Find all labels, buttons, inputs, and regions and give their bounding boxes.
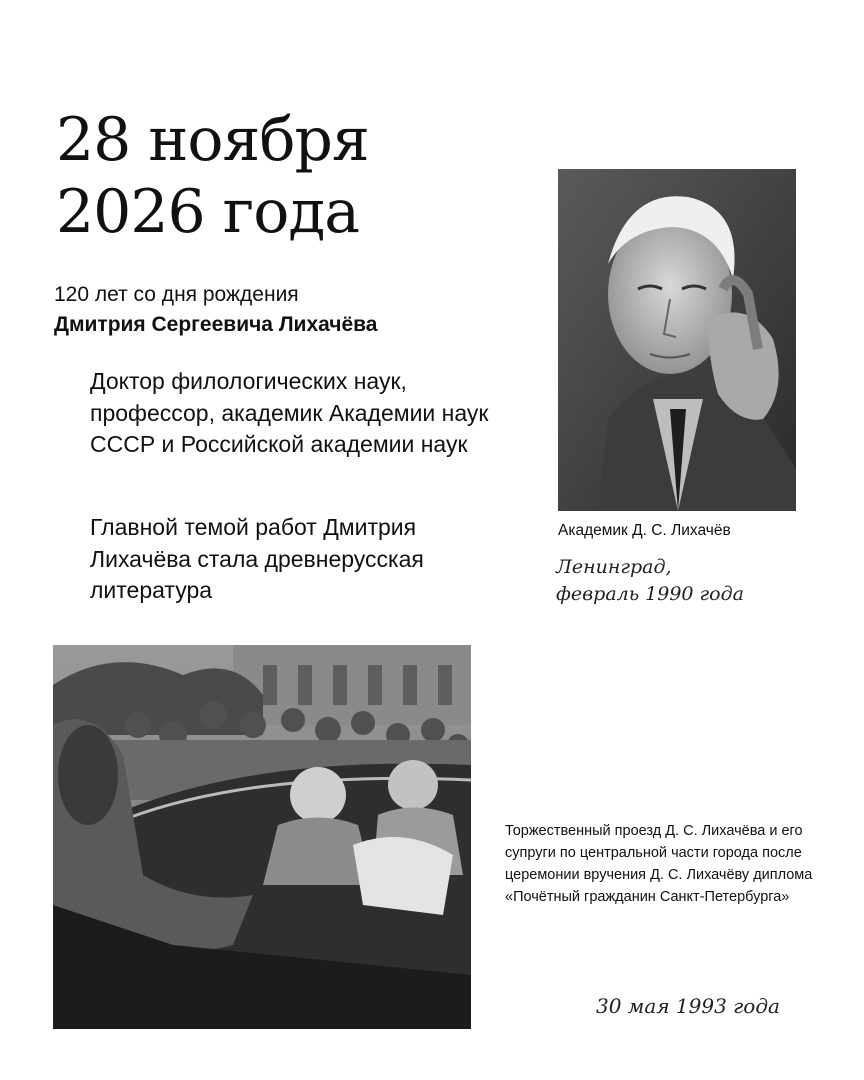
date-year: 2026 года — [56, 177, 360, 247]
procession-caption: Торжественный проезд Д. С. Лихачёва и его супруги по центральной части города после церемонии вручения Д. С. Лихачёву диплома «Почётный гражданин Санкт-Петербурга» — [505, 823, 813, 905]
portrait-signature-date: февраль 1990 года — [556, 583, 744, 605]
anniversary-lead: 120 лет со дня рождения — [54, 283, 299, 306]
academic-titles: Доктор филологических наук, профессор, академик Академии наук СССР и Российской академии наук — [90, 368, 489, 457]
procession-signature: 30 мая 1993 года — [596, 994, 780, 1018]
date-day-month: 28 ноября — [56, 105, 369, 175]
honoree-name: Дмитрия Сергеевича Лихачёва — [54, 313, 378, 336]
portrait-caption: Академик Д. С. Лихачёв — [558, 522, 731, 539]
research-theme: Главной темой работ Дмитрия Лихачёва стала древнерусская литература — [90, 514, 424, 603]
portrait-photo — [558, 169, 796, 511]
anniversary-block — [54, 280, 377, 340]
portrait-signature-place: Ленинград, — [556, 556, 672, 578]
portrait-signature — [556, 554, 796, 608]
procession-photo — [53, 645, 471, 1029]
event-date-heading — [56, 104, 369, 248]
